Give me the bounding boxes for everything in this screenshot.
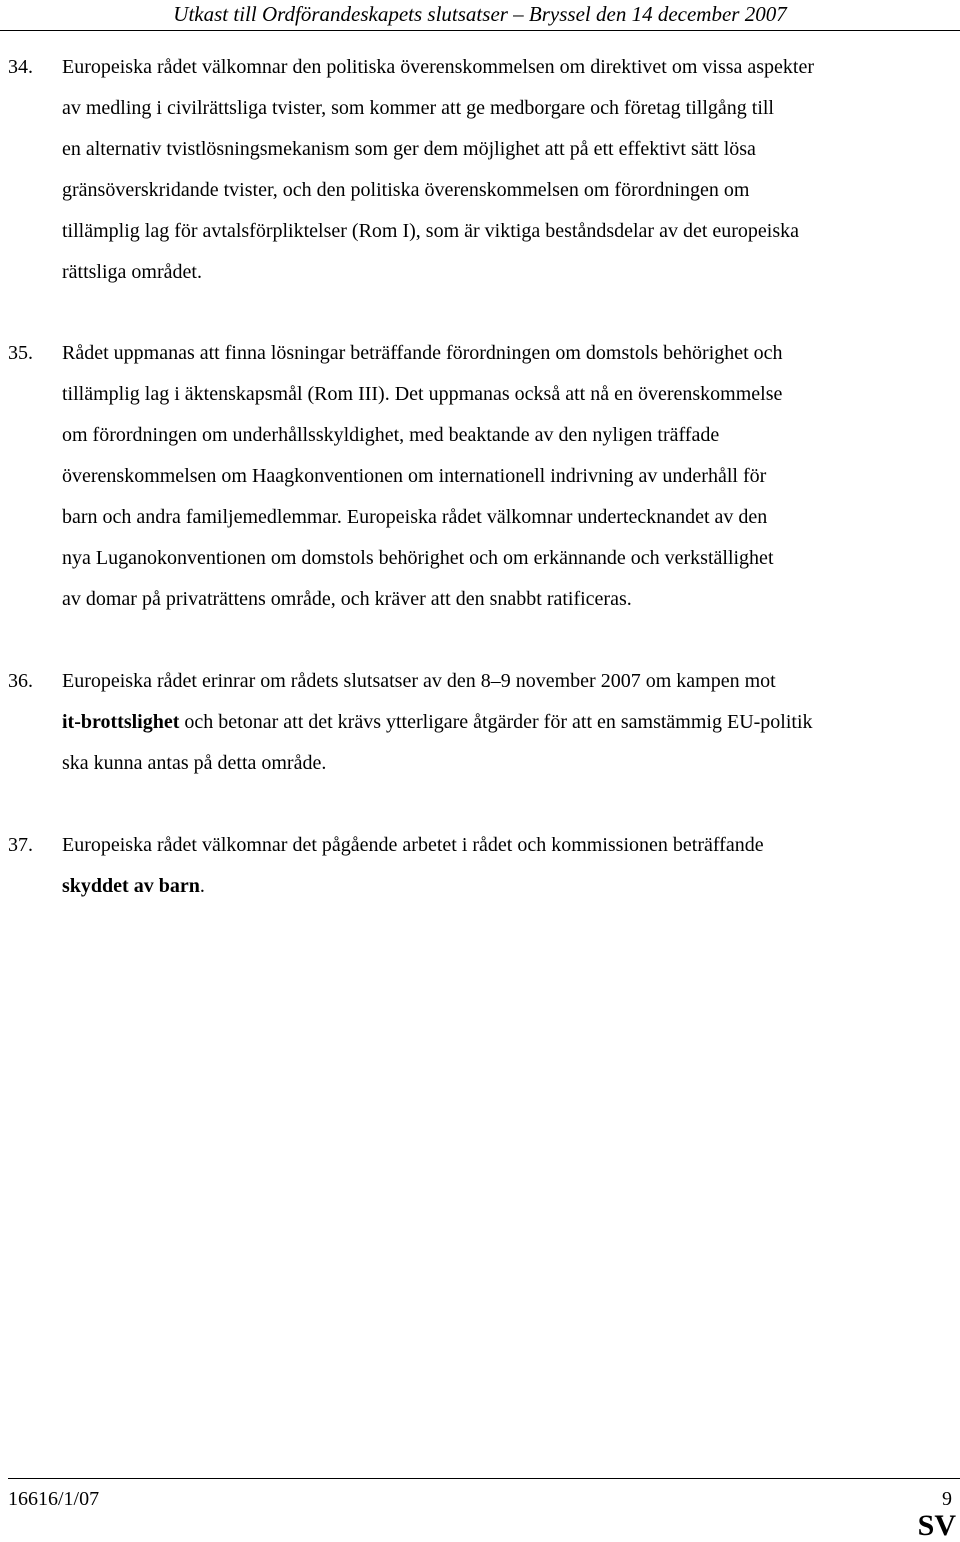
footer-divider	[8, 1478, 960, 1479]
paragraph-text	[62, 825, 764, 907]
text-line-rest: .	[199, 875, 205, 897]
text-line: rättsliga området.	[62, 261, 202, 283]
paragraph-number: 35.	[8, 342, 33, 364]
text-line: en alternativ tvistlösningsmekanism som ger dem möjlighet att på ett effektivt sätt lösa	[62, 138, 756, 160]
language-code: SV	[917, 1509, 956, 1542]
text-line: nya Luganokonventionen om domstols behörighet och om erkännande och verkställighet	[62, 547, 774, 569]
document-reference: 16616/1/07	[8, 1488, 100, 1510]
text-line-rest: och betonar att det krävs ytterligare åtgärder för att en samstämmig EU-politik	[179, 711, 813, 733]
text-line: ska kunna antas på detta område.	[62, 752, 327, 774]
text-line: om förordningen om underhållsskyldighet, med beaktande av den nyligen träffade	[62, 424, 720, 446]
paragraph-text	[62, 661, 813, 784]
text-line: Europeiska rådet välkomnar det pågående arbetet i rådet och kommissionen beträffande	[62, 834, 764, 856]
paragraph-number: 37.	[8, 834, 33, 856]
paragraph-text	[62, 47, 814, 293]
text-line: överenskommelsen om Haagkonventionen om internationell indrivning av underhåll för	[62, 465, 767, 487]
text-line: Europeiska rådet erinrar om rådets slutsatser av den 8–9 november 2007 om kampen mot	[62, 670, 776, 692]
text-line: tillämplig lag i äktenskapsmål (Rom III). Det uppmanas också att nå en överenskommelse	[62, 383, 783, 405]
text-line: Rådet uppmanas att finna lösningar beträffande förordningen om domstols behörighet och	[62, 342, 783, 364]
header-divider	[0, 30, 960, 31]
text-line: gränsöverskridande tvister, och den politiska överenskommelsen om förordningen om	[62, 179, 750, 201]
paragraph-number: 34.	[8, 56, 33, 78]
bold-term: skyddet av barn	[62, 875, 200, 897]
text-line: Europeiska rådet välkomnar den politiska överenskommelsen om direktivet om vissa aspekter	[62, 56, 815, 78]
paragraph-number: 36.	[8, 670, 33, 692]
text-line: barn och andra familjemedlemmar. Europeiska rådet välkomnar undertecknandet av den	[62, 506, 768, 528]
text-line: tillämplig lag för avtalsförpliktelser (Rom I), som är viktiga beståndsdelar av det europeiska	[62, 220, 800, 242]
page-number: 9	[942, 1488, 952, 1510]
paragraph-text	[62, 333, 783, 620]
page-header-title: Utkast till Ordförandeskapets slutsatser – Bryssel den 14 december 2007	[173, 2, 787, 26]
text-line	[62, 866, 764, 907]
text-line: av medling i civilrättsliga tvister, som kommer att ge medborgare och företag tillgång till	[62, 97, 774, 119]
bold-term: it-brottslighet	[62, 711, 180, 733]
text-line: av domar på privaträttens område, och kräver att den snabbt ratificeras.	[62, 588, 632, 610]
text-line	[62, 702, 813, 743]
